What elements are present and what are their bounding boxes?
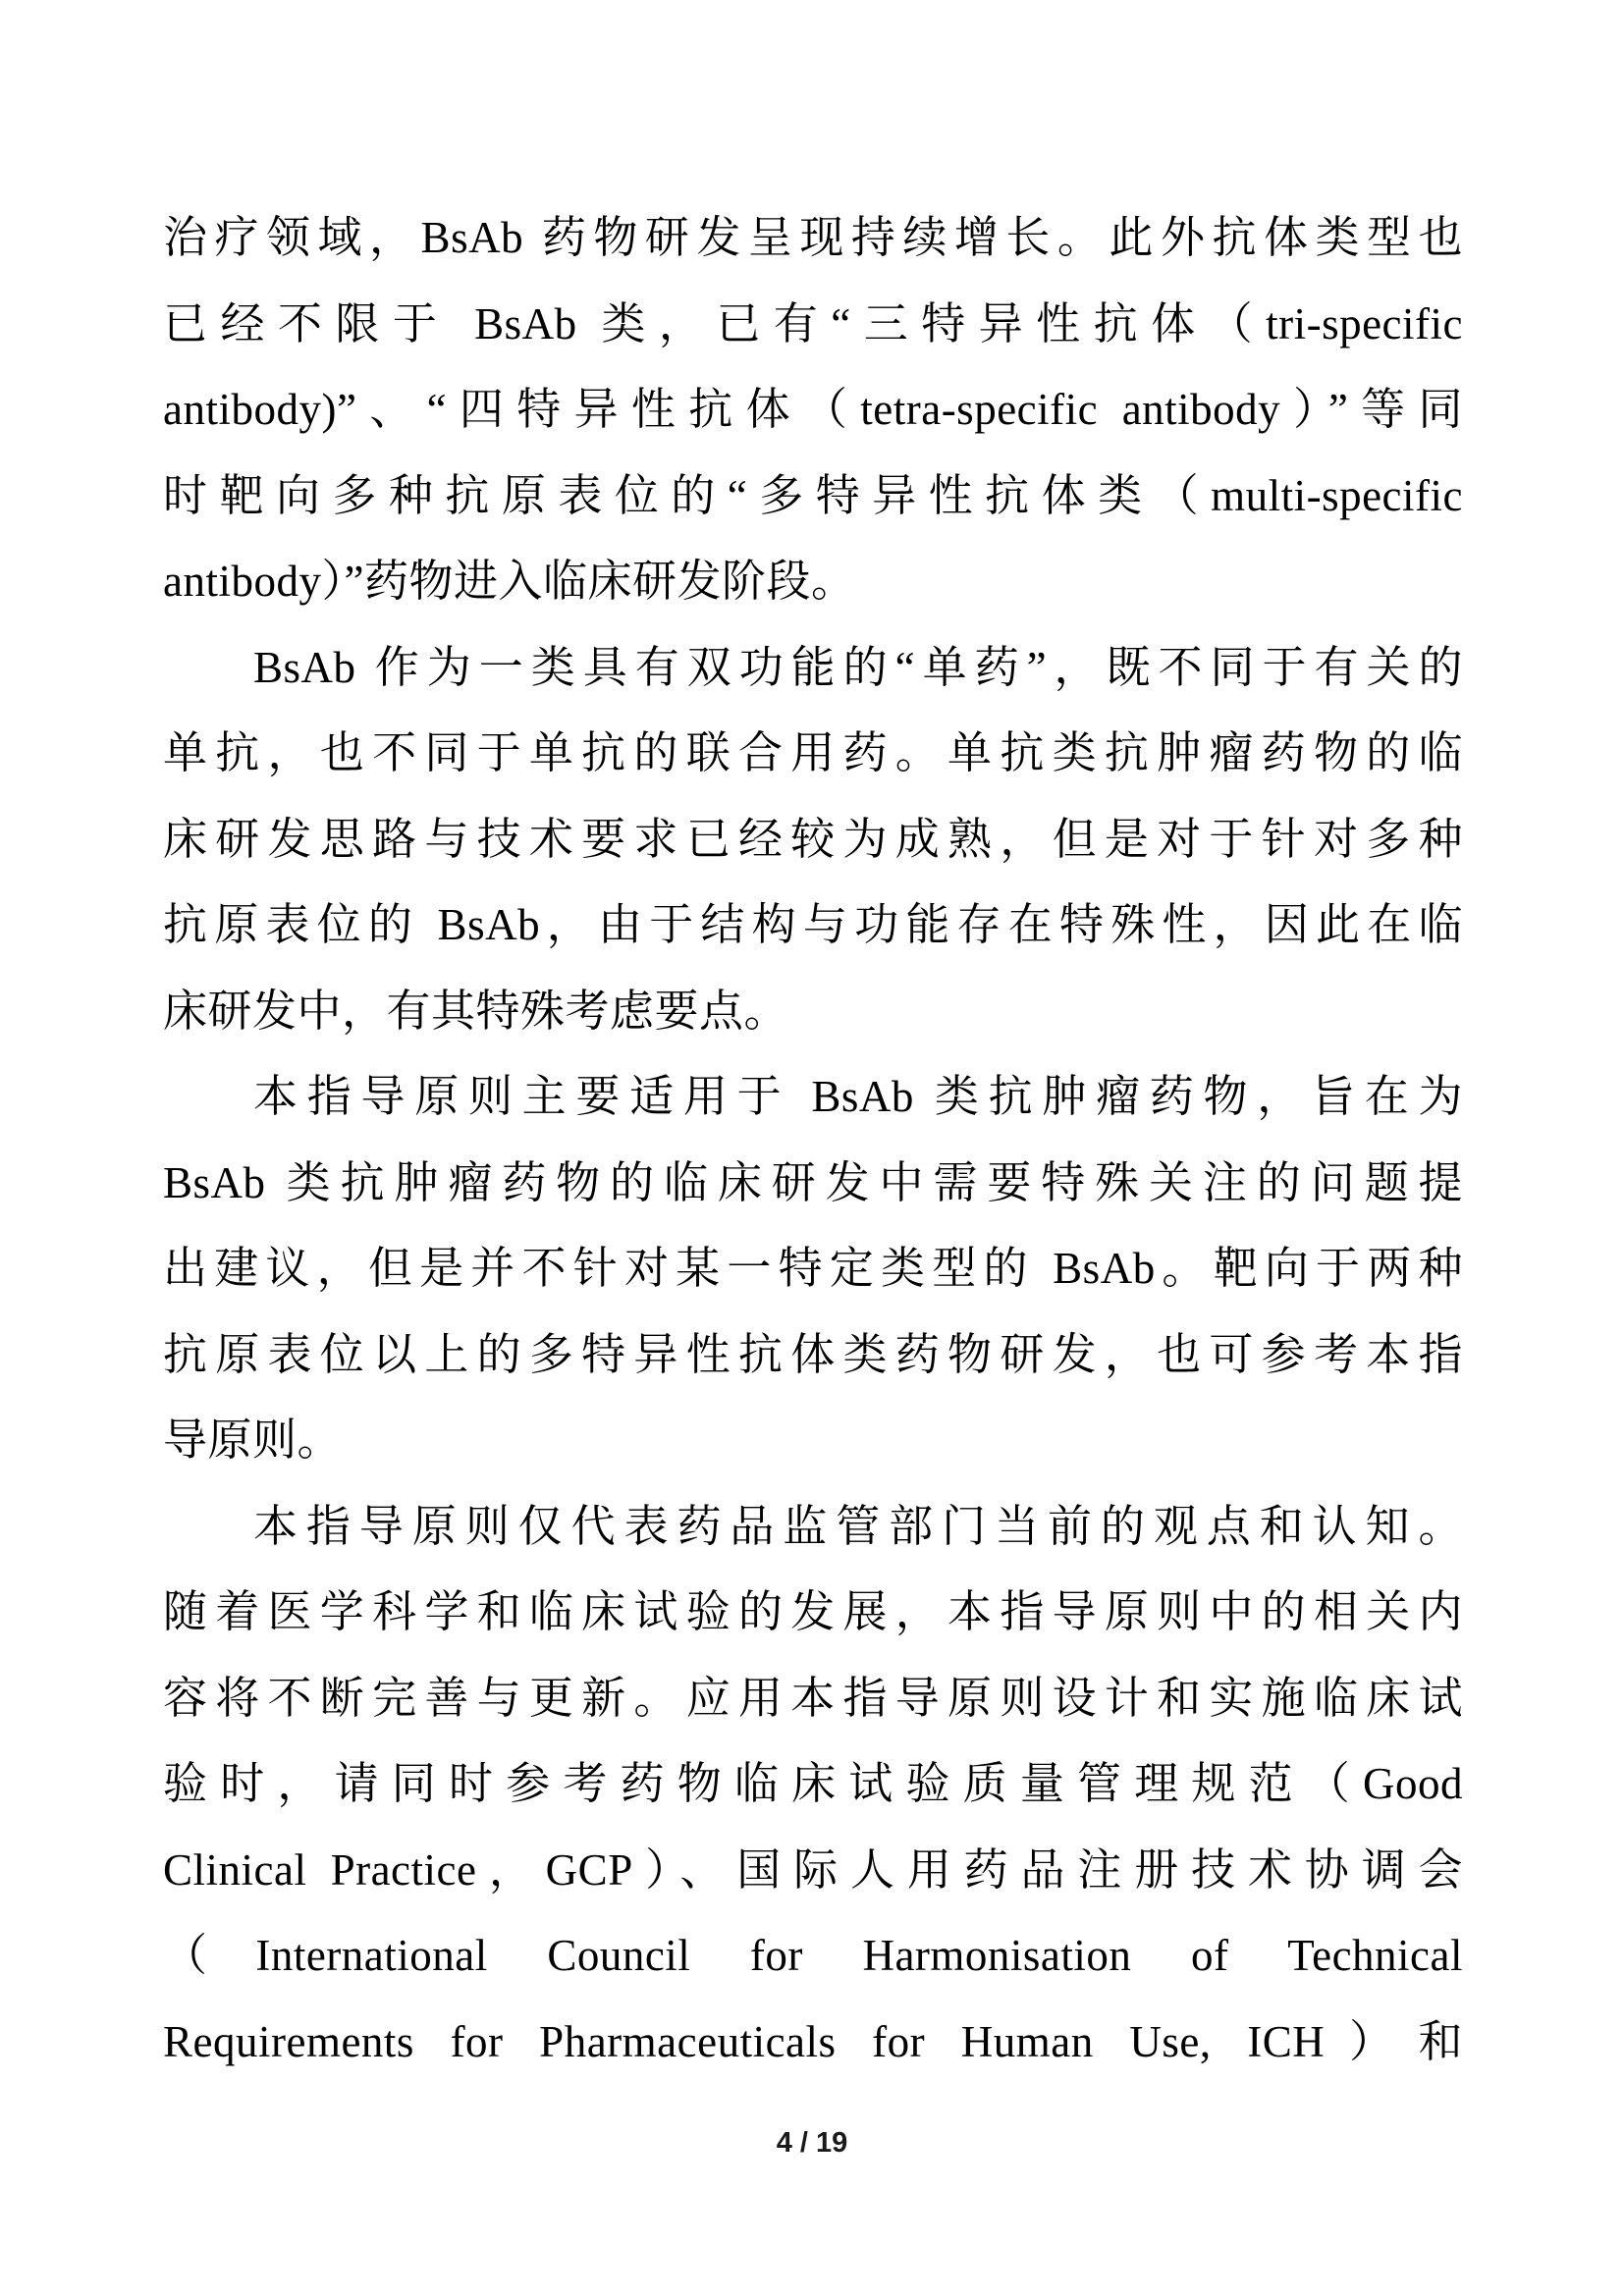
page-number: 4 / 19: [776, 2127, 848, 2159]
text-line: BsAb 作为一类具有双功能的“单药”，既不同于有关的: [253, 642, 1463, 692]
text-line: 抗原表位以上的多特异性抗体类药物研发，也可参考本指: [163, 1329, 1463, 1379]
text-line: Clinical Practice，GCP）、国际人用药品注册技术协调会: [163, 1844, 1463, 1895]
text-line: 出建议，但是并不针对某一特定类型的 BsAb。靶向于两种: [163, 1244, 1463, 1293]
text-line: Requirements for Pharmaceuticals for Human Use, ICH）和: [163, 2016, 1463, 2066]
page-footer: [0, 2123, 1624, 2163]
text-line: 本指导原则主要适用于 BsAb 类抗肿瘤药物，旨在为: [253, 1072, 1463, 1121]
text-line: 已经不限于 BsAb 类，已有“三特异性抗体（tri-specific: [163, 298, 1463, 348]
text-line: antibody)”、“四特异性抗体（tetra-specific antibody）”等同: [163, 385, 1463, 434]
text-line: 验时，请同时参考药物临床试验质量管理规范（Good: [163, 1759, 1463, 1808]
text-line: 时靶向多种抗原表位的“多特异性抗体类（multi-specific: [163, 470, 1463, 520]
text-line: 导原则。: [163, 1415, 343, 1465]
text-line: 随着医学科学和临床试验的发展，本指导原则中的相关内: [163, 1587, 1463, 1636]
text-line: antibody）”药物进入临床研发阶段。: [163, 557, 856, 606]
document-body: [163, 195, 1463, 2085]
text-line: 床研发中，有其特殊考虑要点。: [163, 986, 789, 1036]
text-line: 治疗领域，BsAb 药物研发呈现持续增长。此外抗体类型也: [163, 213, 1463, 262]
text-line: 容将不断完善与更新。应用本指导原则设计和实施临床试: [163, 1673, 1463, 1723]
text-line: 单抗，也不同于单抗的联合用药。单抗类抗肿瘤药物的临: [163, 728, 1463, 777]
text-line: 抗原表位的 BsAb，由于结构与功能存在特殊性，因此在临: [163, 900, 1463, 949]
text-line: 本指导原则仅代表药品监管部门当前的观点和认知。: [253, 1501, 1463, 1551]
text-line: （International Council for Harmonisation of Technical: [163, 1931, 1463, 1980]
text-line: 床研发思路与技术要求已经较为成熟，但是对于针对多种: [163, 814, 1463, 864]
text-line: BsAb 类抗肿瘤药物的临床研发中需要特殊关注的问题提: [163, 1157, 1463, 1207]
